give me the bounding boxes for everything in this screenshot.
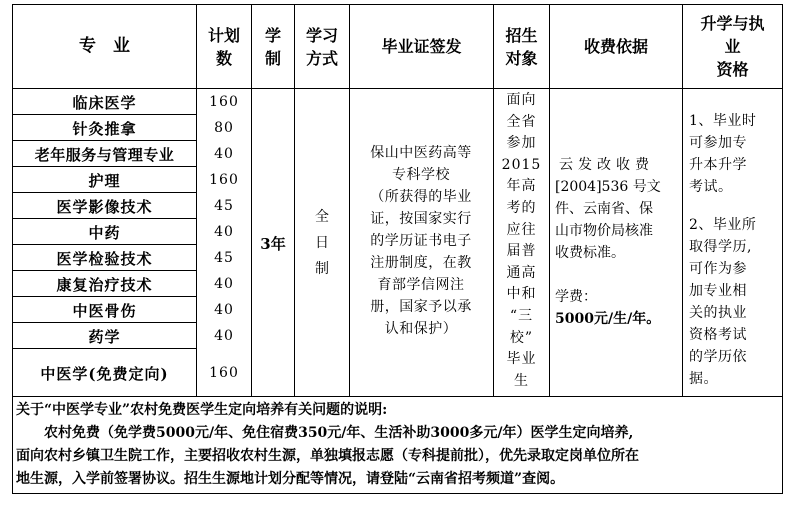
table-row-major (12, 141, 197, 167)
header-qualification (682, 4, 783, 89)
qualification-line: 加专业相 (689, 283, 747, 299)
major-name: 针灸推拿 (72, 119, 137, 138)
table-row-major (12, 245, 197, 271)
target-line: 年高 (506, 178, 537, 195)
plan-count: 40 (214, 224, 234, 240)
header-duration-line1: 学 (264, 25, 281, 45)
target-line: 2015 (501, 156, 542, 173)
plan-count: 160 (209, 365, 239, 381)
major-name: 医学影像技术 (56, 197, 153, 216)
table-row-plan (196, 115, 252, 141)
fee-line: 山市物价局核准 (555, 223, 653, 239)
header-qualification-line2: 业 (724, 37, 741, 56)
study-mode-cell (294, 89, 350, 397)
table-row-plan (196, 271, 252, 297)
certificate-line: 专科学校 (392, 167, 450, 183)
plan-count: 40 (214, 276, 234, 292)
table-row-major (12, 115, 197, 141)
table-row-plan (196, 193, 252, 219)
target-line: “三 (509, 307, 534, 324)
header-study-mode-line2: 方式 (305, 48, 338, 68)
table-row-plan (196, 297, 252, 323)
header-qualification-line3: 资格 (716, 60, 749, 79)
note-line: 农村免费（免学费5000元/年、免住宿费350元/年、生活补助3000多元/年）医学生定向培养, (44, 425, 634, 441)
certificate-line: 注册制度，在教 (370, 255, 472, 271)
duration-value: 3年 (260, 234, 286, 253)
qualification-line: 资格考试 (689, 327, 747, 343)
target-line: 面向 (506, 92, 537, 108)
fee-line: 云发改收费 (559, 157, 654, 173)
plan-count: 160 (209, 94, 239, 110)
table-row-major (12, 89, 197, 115)
certificate-line: 的学历证书电子 (370, 233, 472, 249)
duration-cell (251, 89, 295, 397)
plan-count: 80 (214, 120, 234, 136)
target-line: 全省 (506, 113, 537, 130)
certificate-line: 保山中医药高等 (370, 145, 472, 161)
target-line: 毕业 (506, 351, 537, 368)
major-name: 中药 (88, 223, 121, 242)
table-row-major (12, 193, 197, 219)
header-target-line1: 招生 (505, 25, 538, 45)
table-row-plan (196, 245, 252, 271)
qualification-line: 可参加专 (689, 135, 747, 151)
plan-count: 40 (214, 328, 234, 344)
table-row-major (12, 297, 197, 323)
qualification-line: 2、毕业所 (689, 217, 757, 233)
major-name: 老年服务与管理专业 (34, 145, 175, 164)
target-line: 届普 (506, 243, 537, 260)
fee-basis-cell (555, 154, 679, 330)
header-major (12, 4, 197, 89)
header-target (493, 4, 550, 89)
qualification-line: 可作为参 (689, 261, 747, 277)
fee-amount: 5000元/生/年。 (555, 311, 661, 327)
note-title: 关于“中医学专业”农村免费医学生定向培养有关问题的说明: (16, 402, 388, 418)
table-row-major (12, 349, 197, 397)
major-name: 中医骨伤 (72, 301, 137, 320)
table-row-plan (196, 141, 252, 167)
header-major-label: 专 业 (79, 36, 130, 56)
table-row-plan (196, 323, 252, 349)
header-study-mode (294, 4, 350, 89)
study-mode-char: 全 (315, 209, 329, 225)
fee-line: 收费标准。 (555, 245, 625, 261)
plan-count: 45 (214, 250, 234, 266)
qualification-line: 的学历依 (689, 349, 747, 365)
plan-count: 40 (214, 146, 234, 162)
major-name: 护理 (88, 171, 121, 190)
target-line: 考的 (506, 199, 537, 216)
certificate-line: （所获得的毕业 (370, 189, 472, 205)
header-fee-basis (549, 4, 683, 89)
qualification-cell (689, 110, 781, 390)
certificate-cell (352, 142, 490, 340)
qualification-line: 取得学历, (689, 239, 752, 255)
major-name: 医学检验技术 (56, 249, 153, 268)
table-row-plan (196, 349, 252, 397)
header-plan-line1: 计划 (207, 25, 240, 45)
major-name: 临床医学 (72, 93, 137, 112)
table-row-plan (196, 219, 252, 245)
target-line: 生 (514, 372, 529, 389)
table-row-major (12, 323, 197, 349)
major-name: 中医学(免费定向) (40, 364, 169, 383)
target-line: 通高 (506, 264, 537, 281)
header-plan-line2: 数 (215, 48, 232, 68)
certificate-line: 认和保护） (384, 321, 458, 337)
target-cell (494, 90, 549, 392)
major-name: 药学 (88, 327, 121, 346)
major-name: 康复治疗技术 (56, 275, 153, 294)
header-certificate (349, 4, 494, 89)
target-line: 参加 (506, 135, 537, 152)
note-line: 面向农村乡镇卫生院工作，主要招收农村生源，单独填报志愿（专科提前批），优先录取定岗单位所在 (16, 448, 639, 464)
table-row-major (12, 167, 197, 193)
target-line: 应往 (506, 221, 537, 238)
header-duration-line2: 制 (264, 48, 281, 68)
fee-label: 学费： (555, 289, 597, 305)
table-row-major (12, 219, 197, 245)
header-qualification-line1: 升学与执 (700, 14, 765, 33)
note-section (16, 399, 780, 491)
certificate-line: 育部学信网注 (377, 277, 465, 293)
header-plan (196, 4, 252, 89)
header-target-line2: 对象 (505, 48, 538, 68)
study-mode-char: 日 (315, 235, 329, 251)
note-line: 地生源，入学前签署协议。招生生源地计划分配等情况，请登陆“云南省招考频道”查阅。 (16, 471, 565, 487)
qualification-line: 据。 (689, 371, 718, 387)
qualification-line: 考试。 (689, 179, 733, 195)
header-study-mode-line1: 学习 (305, 25, 338, 45)
plan-count: 40 (214, 302, 234, 318)
qualification-line: 1、毕业时 (689, 113, 757, 129)
header-fee-basis-label: 收费依据 (583, 37, 648, 56)
certificate-line: 证，按国家实行 (370, 211, 472, 227)
table-row-major (12, 271, 197, 297)
plan-count: 45 (214, 198, 234, 214)
qualification-line: 关的执业 (689, 305, 747, 321)
table-row-plan (196, 89, 252, 115)
target-line: 中和 (506, 286, 537, 303)
fee-line: 件、云南省、保 (555, 201, 653, 217)
qualification-line: 升本升学 (689, 157, 747, 173)
table-row-plan (196, 167, 252, 193)
plan-count: 160 (209, 172, 239, 188)
header-duration (251, 4, 295, 89)
fee-line: [2004]536 号文 (555, 179, 661, 195)
target-line: 校” (509, 329, 534, 346)
header-certificate-label: 毕业证签发 (381, 37, 462, 56)
study-mode-char: 制 (315, 261, 329, 277)
certificate-line: 册，国家予以承 (370, 299, 472, 315)
